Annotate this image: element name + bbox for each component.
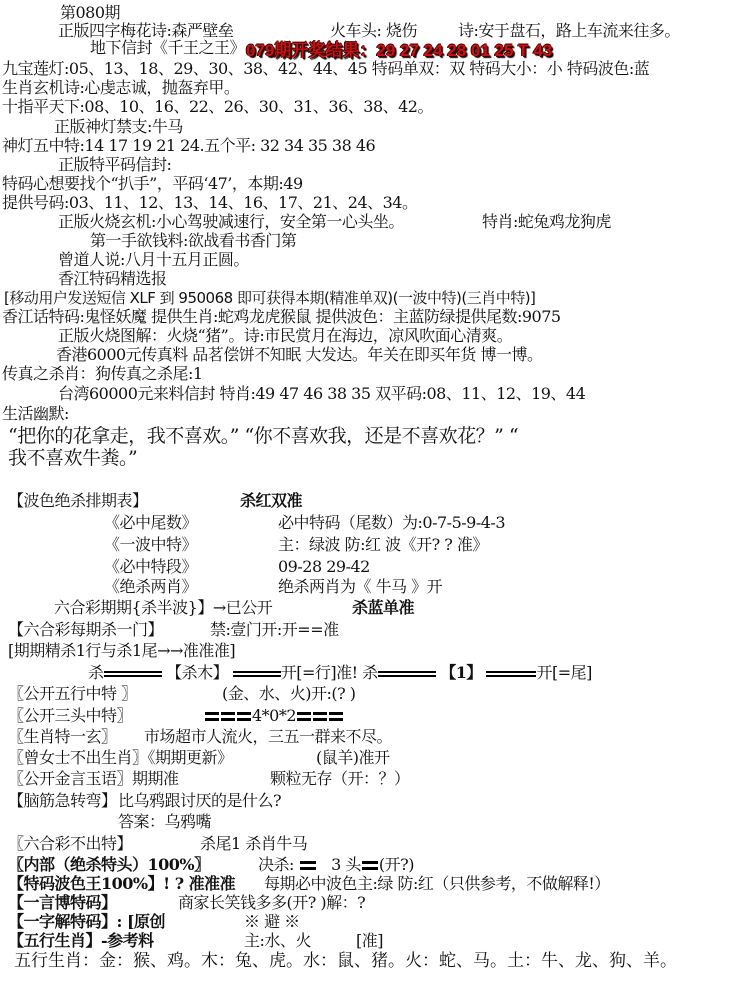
neibu-b: 3 头 (331, 855, 361, 874)
block-bar-icon (297, 712, 311, 721)
block-bar-icon (300, 861, 316, 870)
wuxing-shengxiao-tag: [准] (356, 931, 383, 950)
boshe-value: 杀红双准 (240, 491, 303, 510)
shizhi-line: 十指平天下:08、10、16、22、26、30、31、36、38、42。 (2, 97, 433, 116)
huochetou: 火车头: 烧伤 (330, 21, 417, 40)
humor-line-1: “把你的花拿走，我不喜欢。” “你不喜欢我，还是不喜欢花？” “ (8, 425, 519, 447)
naojin-question: 比乌鸦跟讨厌的是什么? (118, 791, 282, 810)
jinyan-label: 〖公开金言玉语〗期期准 (8, 769, 179, 788)
block-bar-icon (205, 712, 219, 721)
dixia-xinfeng: 地下信封《千王之王》 (90, 38, 246, 57)
xiangjiang-title: 香江特码精选报 (58, 269, 167, 288)
double-rule (486, 671, 536, 677)
row-value-teduan: 09-28 29-42 (278, 557, 370, 576)
tigong-line: 提供号码:03、11、12、13、14、16、17、21、24、34。 (2, 193, 418, 212)
block-bar-icon (362, 861, 378, 870)
hk6000-line: 香港6000元传真料 品茗偿饼不知眠 大发达。年关在即买年货 博一博。 (56, 345, 543, 364)
double-rule (378, 671, 436, 677)
zeng-label: 〖曾女士不出生肖〗《期期更新》 (8, 748, 233, 767)
zengdao-line: 曾道人说:八月十五月正圆。 (58, 250, 249, 269)
row-value-yibo: 主：绿波 防:红 波《开? ? 准》 (278, 535, 488, 554)
sha-line (88, 663, 592, 683)
wuxing-shengxiao-label: 【五行生肖】-参考料 (8, 931, 154, 950)
huoshao-tujie-line: 正版火烧图解：火烧“猪”。诗:市民赏月在海边，凉风吹面心清爽。 (58, 326, 513, 345)
row-label-yibo: 《一波中特》 (104, 535, 198, 554)
wuxing-full-line: 五行生肖：金：猴、鸡。木：兔、虎。水：鼠、猪。火：蛇、马。土：牛、龙、狗、羊。 (14, 951, 677, 971)
shengxiao-yixuan-label: 〖生肖特一玄〗 (8, 727, 117, 746)
block-bar-icon (313, 712, 327, 721)
huochetou-poem: 诗:安于盘石，路上车流来往多。 (458, 21, 680, 40)
yimen-value: 禁:壹门开:开==准 (210, 620, 339, 639)
neibu-value (258, 855, 414, 875)
sha-d: 杀 (362, 663, 378, 682)
neibu-c: (开?) (378, 855, 414, 874)
yimen-label: 【六合彩每期杀一门】 (8, 620, 164, 639)
sha-a: 杀 (88, 663, 104, 682)
shengxiao-poem-line: 生肖玄机诗:心虔志诚，抛盔弃甲。 (2, 78, 240, 97)
yiyan-label: 【一言博特码】 (8, 893, 117, 912)
humor-line-2: 我不喜欢牛粪。” (8, 447, 138, 469)
chuanzhen-line: 传真之杀肖：狗传真之杀尾:1 (2, 364, 203, 383)
texiao-line: 特肖:蛇兔鸡龙狗虎 (482, 212, 611, 231)
issue-number: 第080期 (60, 3, 121, 22)
yiyan-value: 商家长笑钱多多(开? )解：? (178, 893, 366, 912)
santou-label: 〖公开三头中特〗 (8, 706, 133, 725)
sms-line: [移动用户发送短信 XLF 到 950068 即可获得本期(精准单双)(一波中特)(三肖中特)] (4, 289, 536, 307)
yizi-value: ※ 避 ※ (244, 912, 300, 931)
naojin-label: 【脑筋急转弯】 (8, 791, 117, 810)
huoshao-line: 正版火烧玄机:小心驾驶减速行，安全第一心头坐。 (58, 212, 404, 231)
bose-value: 每期必中波色主:绿 防:红（只供参考，不做解释!） (264, 874, 610, 893)
sha-e: 【1】 (440, 663, 482, 682)
row-value-weishu: 必中特码（尾数）为:0-7-5-9-4-3 (278, 513, 506, 532)
sha-b: 【杀木】 (166, 663, 229, 682)
jinyan-value: 颗粒无存（开：？） (270, 769, 410, 788)
tw60000-line: 台湾60000元来料信封 特肖:49 47 46 38 35 双平码:08、11、12、19、44 (58, 384, 586, 403)
humor-title: 生活幽默: (2, 404, 69, 423)
double-rule (233, 671, 281, 677)
row-label-teduan: 《必中特段》 (104, 557, 198, 576)
wuxing-shengxiao-value: 主:水、火 (244, 931, 311, 950)
sha-c: 开[=行]准! (280, 663, 358, 682)
sha-f: 开[=尾] (536, 663, 592, 682)
shendeng-five-line: 神灯五中特:14 17 19 21 24.五个平: 32 34 35 38 46 (2, 136, 376, 155)
row-label-liangxiao: 《绝杀两肖》 (104, 577, 198, 596)
neibu-a: 决杀: (258, 855, 294, 874)
wuxing-label: 〖公开五行中特 〗 (8, 684, 137, 703)
row-label-weishu: 《必中尾数》 (104, 513, 198, 532)
buchute-value: 杀尾1 杀肖牛马 (200, 834, 308, 853)
block-bar-icon (221, 712, 235, 721)
jingsha-line: [期期精杀1行与杀1尾→→准准准] (8, 641, 236, 660)
shengxiao-yixuan-value: 市场超市人流火，三五一群来不尽。 (144, 727, 393, 746)
santou-value (204, 706, 344, 726)
double-rule (104, 671, 162, 677)
block-bar-icon (329, 712, 343, 721)
boshe-title: 【波色绝杀排期表】 (8, 491, 148, 510)
yizi-label: 【一字解特码】: [原创 (8, 912, 166, 931)
tepingma-title: 正版特平码信封: (58, 155, 172, 174)
zeng-value: (鼠羊)准开 (316, 748, 390, 767)
banbo-value: 杀蓝单准 (352, 598, 415, 617)
wuxing-value: (金、水、火)开:(? ) (222, 684, 356, 703)
bose-label: 【特码波色王100%】! ? 准准准 (8, 874, 236, 893)
naojin-answer: 答案：乌鸦嘴 (118, 812, 212, 831)
neibu-label: 〖内部（绝杀特头）100%〗 (8, 855, 210, 874)
meihua-poem: 正版四字梅花诗:森严壁垒 (58, 21, 234, 40)
xianghua-line: 香江话特码:鬼怪妖魔 提供生肖:蛇鸡龙虎猴鼠 提供波色：主蓝防绿提供尾数:9075 (2, 307, 561, 326)
temaxin-line: 特码心想要找个“扒手”，平码‘47’，本期:49 (2, 174, 303, 193)
jiubao-line: 九宝莲灯:05、13、18、29、30、38、42、44、45 特码单双：双 特码大小：小 特码波色:蓝 (2, 59, 650, 78)
banbo-label: 六合彩期期{杀半波}】→已公开 (54, 598, 273, 617)
row-value-liangxiao: 绝杀两肖为《 牛马 》开 (278, 577, 443, 596)
shendeng-jinzhi-line: 正版神灯禁支:牛马 (54, 117, 183, 136)
block-bar-icon (237, 712, 251, 721)
santou-number: 4*0*2 (252, 706, 297, 725)
buchute-label: 〖六合彩不出特】 (8, 834, 133, 853)
draw-result-banner: 079期开奖结果：29 27 24 28 01 25 T 43 (246, 41, 553, 60)
diyishou-line: 第一手欲钱料:欲战看书香门第 (90, 231, 297, 250)
